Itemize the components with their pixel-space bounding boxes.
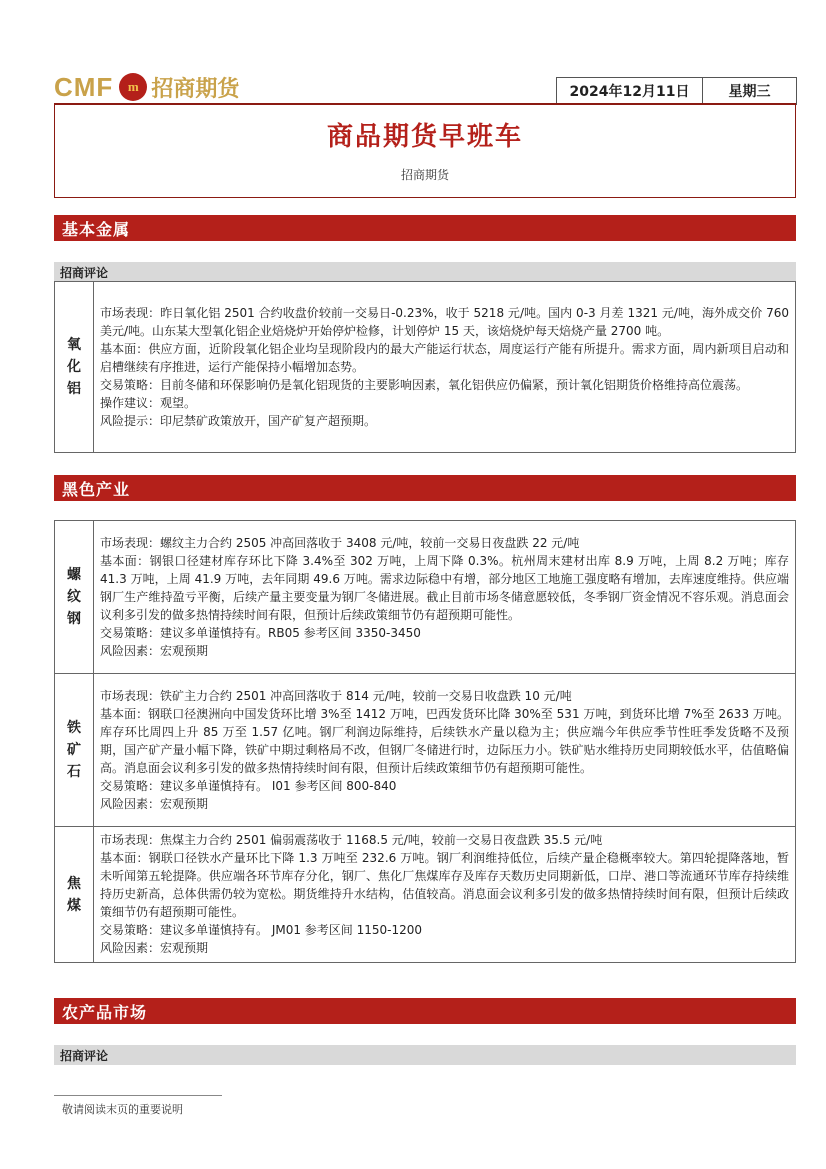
table-row	[55, 521, 796, 674]
risk-warning: 风险提示：印尼禁矿政策放开，国产矿复产超预期。	[100, 413, 377, 428]
table-row	[55, 282, 796, 453]
commodity-commentary-rebar	[94, 521, 796, 674]
logo-badge-icon: m	[119, 73, 147, 101]
operation-advice: 操作建议：观望。	[100, 395, 197, 410]
ferrous-table	[54, 520, 796, 963]
page-subtitle: 招商期货	[400, 168, 449, 182]
table-row	[55, 674, 796, 827]
subheader-comment-metals: 招商评论	[54, 262, 796, 282]
report-date: 2024年12月11日	[557, 78, 703, 104]
risk-factors: 风险因素：宏观预期	[100, 941, 209, 955]
date-box	[556, 77, 797, 105]
footer-divider	[54, 1095, 222, 1096]
section-header-ferrous: 黑色产业	[54, 475, 796, 501]
fundamentals: 基本面：钢联口径澳洲向中国发货环比增 3%至 1412 万吨，巴西发货环比降 30%至 531 万吨，到货环比增 7%至 2633 万吨。库存环比周四上升 85 万至 1.57 亿吨。钢厂利润边际维持，后续铁水产量以稳为主；供应端今年供应季节性旺季发货略不及预期，国产矿产量小幅下降，铁矿中期过剩格局不改，但钢厂冬储进行时，边际压力小。铁矿贴水维持历史同期较低水平，估值略偏高。消息面会议利多引发的做多热情持续时间有限，但预计后续政策细节仍有超预期可能性。	[100, 706, 789, 775]
table-row	[55, 827, 796, 963]
trading-strategy: 交易策略：建议多单谨慎持有。RB05 参考区间 3350-3450	[100, 625, 421, 640]
logo-company-name: 招商期货	[151, 75, 240, 102]
section-header-metals: 基本金属	[54, 215, 796, 241]
page-title: 商品期货早班车	[326, 122, 523, 152]
market-performance: 市场表现：铁矿主力合约 2501 冲高回落收于 814 元/吨，较前一交易日收盘跌 10 元/吨	[100, 688, 572, 703]
trading-strategy: 交易策略：目前冬储和环保影响仍是氧化铝现货的主要影响因素，氧化铝供应仍偏紧，预计氧化铝期货价格维持高位震荡。	[100, 377, 749, 392]
commodity-commentary-coking-coal	[94, 827, 796, 963]
subheader-comment-agri: 招商评论	[54, 1045, 796, 1065]
market-performance: 市场表现：焦煤主力合约 2501 偏弱震荡收于 1168.5 元/吨，较前一交易日夜盘跌 35.5 元/吨	[100, 833, 603, 847]
metals-table	[54, 281, 796, 453]
risk-factors: 风险因素：宏观预期	[100, 796, 209, 811]
trading-strategy: 交易策略：建议多单谨慎持有。 JM01 参考区间 1150-1200	[100, 923, 423, 937]
market-performance: 市场表现：昨日氧化铝 2501 合约收盘价较前一交易日-0.23%，收于 5218 元/吨。国内 0-3 月差 1321 元/吨，海外成交价 760 美元/吨。山东某大型氧化铝企业焙烧炉开始停炉检修，计划停炉 15 天，该焙烧炉每天焙烧产量 2700 吨。	[100, 305, 789, 338]
report-weekday: 星期三	[728, 84, 771, 100]
commodity-commentary-alumina	[94, 282, 796, 453]
market-performance: 市场表现：螺纹主力合约 2505 冲高回落收于 3408 元/吨，较前一交易日夜盘跌 22 元/吨	[100, 535, 580, 550]
company-logo	[54, 70, 239, 104]
section-header-agri: 农产品市场	[54, 998, 796, 1024]
fundamentals: 基本面：供应方面，近阶段氧化铝企业均呈现阶段内的最大产能运行状态，周度运行产能有所提升。需求方面，周内新项目启动和启槽继续有序推进，运行产能保持小幅增加态势。	[100, 341, 789, 374]
header-rule	[54, 103, 796, 105]
fundamentals: 基本面：钢银口径建材库存环比下降 3.4%至 302 万吨，上周下降 0.3%。杭州周末建材出库 8.9 万吨，上周 8.2 万吨；库存 41.3 万吨，上周 41.9 万吨，去年同期 49.6 万吨。需求边际稳中有增，部分地区工地施工强度略有增加，去库速度维持。供应端钢厂生产维持盈亏平衡，后续产量主要变量为钢厂冬储进展。截止目前市场冬储意愿较低，冬季钢厂资金情况不容乐观。消息面会议利多引发的做多热情持续时间有限，但预计后续政策细节仍有超预期可能性。	[100, 553, 789, 622]
commodity-commentary-iron-ore	[94, 674, 796, 827]
footer-disclaimer-note: 敬请阅读末页的重要说明	[62, 1103, 183, 1116]
fundamentals: 基本面：钢联口径铁水产量环比下降 1.3 万吨至 232.6 万吨。钢厂利润维持低位，后续产量企稳概率较大。第四轮提降落地，暂未听闻第五轮提降。供应端各环节库存分化，钢厂、焦化厂焦煤库存及库存天数历史同期新低，口岸、港口等流通环节库存持续维持历史新高，总体供需仍较为宽松。期货维持升水结构，估值较高。消息面会议利多引发的做多热情持续时间有限，但预计后续政策细节仍有超预期可能性。	[100, 851, 789, 919]
commodity-label-alumina: 氧 化 铝	[55, 282, 94, 453]
risk-factors: 风险因素：宏观预期	[100, 643, 209, 658]
commodity-label-coking-coal: 焦 煤	[55, 827, 94, 963]
logo-cmf-text: CMF	[54, 71, 114, 102]
commodity-label-iron-ore: 铁 矿 石	[55, 674, 94, 827]
trading-strategy: 交易策略：建议多单谨慎持有。 I01 参考区间 800-840	[100, 778, 397, 793]
commodity-label-rebar: 螺 纹 钢	[55, 521, 94, 674]
